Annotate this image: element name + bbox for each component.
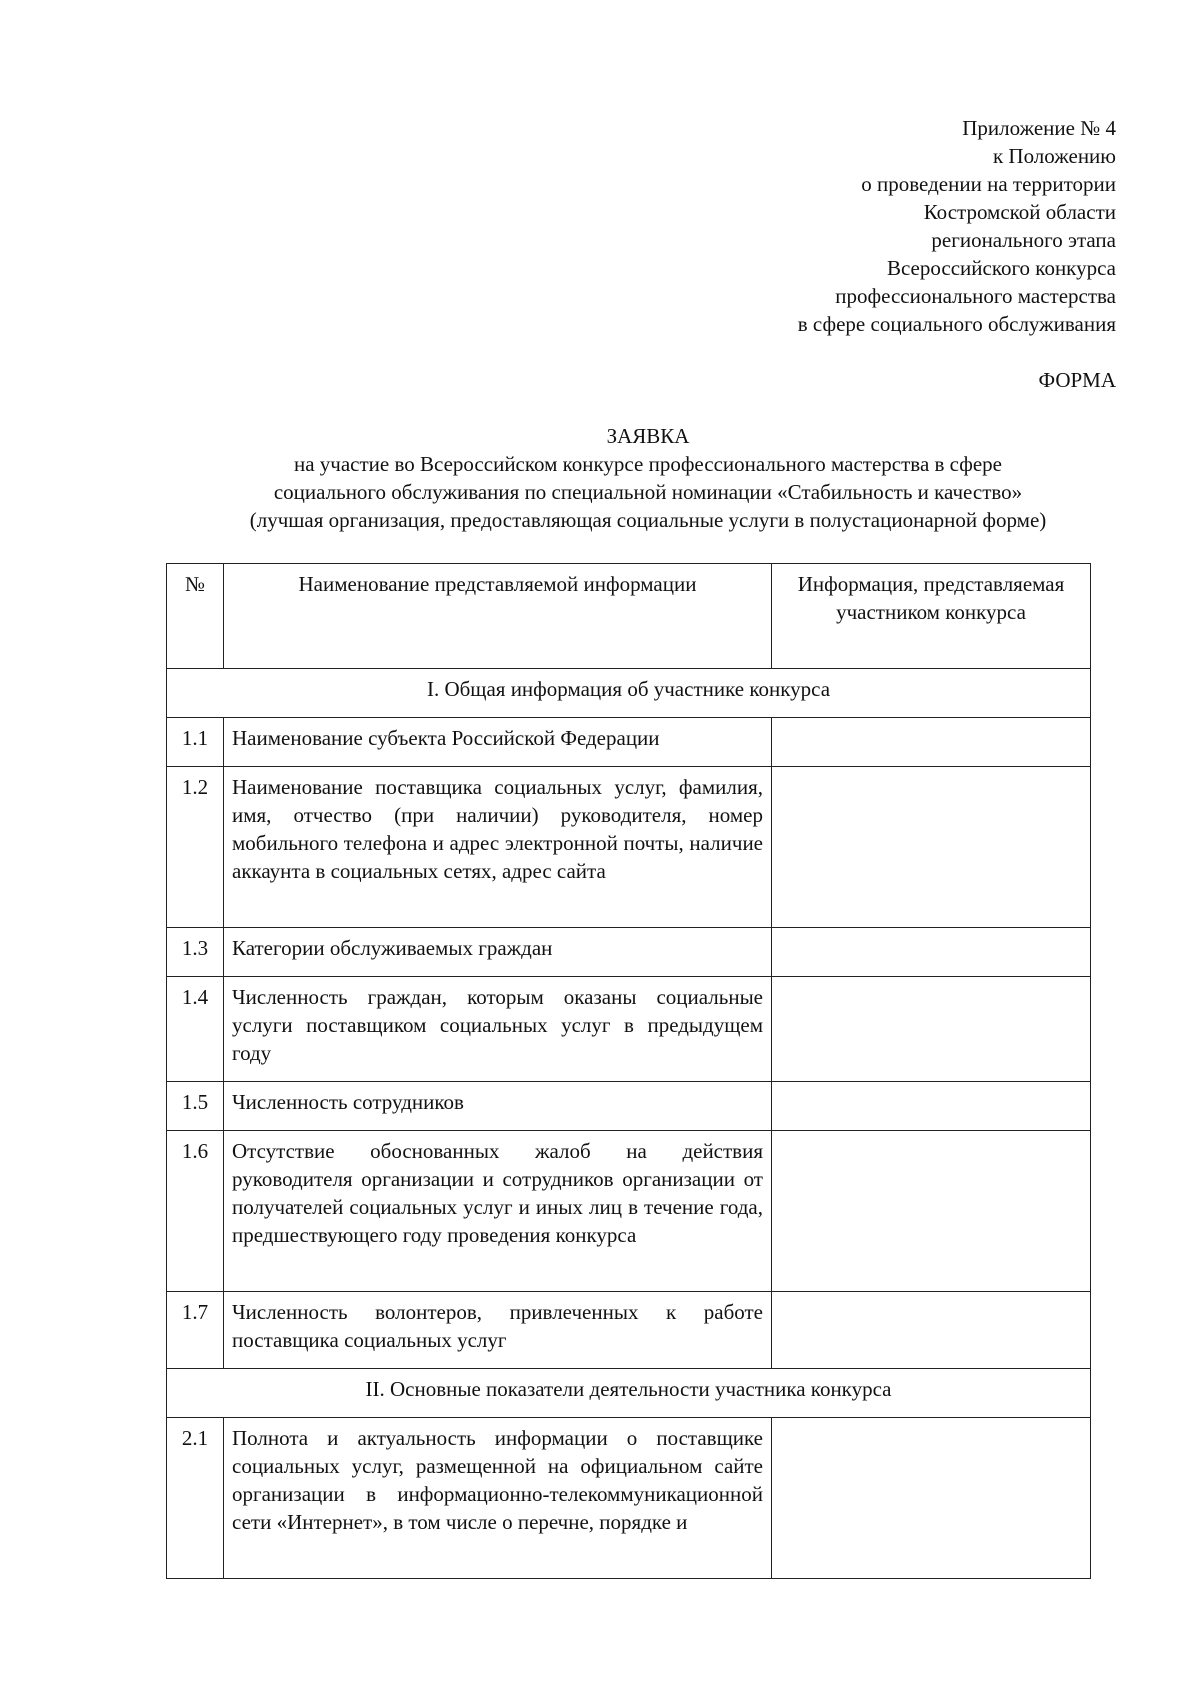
application-form-table (166, 563, 1091, 1579)
appendix-line: в сфере социального обслуживания (797, 312, 1116, 336)
row-value-cell[interactable] (772, 1418, 1091, 1579)
application-title (150, 422, 1146, 534)
title-line: социального обслуживания по специальной номинации «Стабильность и качество» (273, 480, 1023, 504)
table-row (167, 1131, 1091, 1292)
table-row (167, 767, 1091, 928)
row-number: 1.1 (167, 718, 224, 767)
appendix-line: Костромской области (923, 200, 1116, 224)
row-value-cell[interactable] (772, 718, 1091, 767)
header-info: Информация, представляемая участником конкурса (772, 564, 1091, 669)
row-name: Полнота и актуальность информации о поставщике социальных услуг, размещенной на официальном сайте организации в информационно-телекоммуникационной сети «Интернет», в том числе о перечне, порядке и (224, 1418, 772, 1579)
section-row (167, 669, 1091, 718)
appendix-line: профессионального мастерства (835, 284, 1116, 308)
row-number: 2.1 (167, 1418, 224, 1579)
table-row (167, 928, 1091, 977)
row-number: 1.7 (167, 1292, 224, 1369)
table-row (167, 1082, 1091, 1131)
row-number: 1.4 (167, 977, 224, 1082)
appendix-line: регионального этапа (931, 228, 1116, 252)
table-row (167, 718, 1091, 767)
row-number: 1.3 (167, 928, 224, 977)
table-header-row (167, 564, 1091, 669)
appendix-header (798, 114, 1116, 338)
table-row (167, 977, 1091, 1082)
header-name: Наименование представляемой информации (224, 564, 772, 669)
title-line: (лучшая организация, предоставляющая социальные услуги в полустационарной форме) (249, 508, 1047, 532)
row-value-cell[interactable] (772, 1292, 1091, 1369)
row-number: 1.6 (167, 1131, 224, 1292)
row-value-cell[interactable] (772, 767, 1091, 928)
table-row (167, 1418, 1091, 1579)
row-value-cell[interactable] (772, 1082, 1091, 1131)
section-title-1: I. Общая информация об участнике конкурса (167, 669, 1091, 718)
row-value-cell[interactable] (772, 928, 1091, 977)
row-name: Наименование субъекта Российской Федерации (224, 718, 772, 767)
row-name: Численность граждан, которым оказаны социальные услуги поставщиком социальных услуг в предыдущем году (224, 977, 772, 1082)
title-heading: ЗАЯВКА (606, 424, 690, 448)
row-number: 1.2 (167, 767, 224, 928)
appendix-line: Всероссийского конкурса (886, 256, 1116, 280)
table-row (167, 1292, 1091, 1369)
row-name: Наименование поставщика социальных услуг, фамилия, имя, отчество (при наличии) руководителя, номер мобильного телефона и адрес электронной почты, наличие аккаунта в социальных сетях, адрес сайта (224, 767, 772, 928)
row-name: Численность волонтеров, привлеченных к работе поставщика социальных услуг (224, 1292, 772, 1369)
row-value-cell[interactable] (772, 977, 1091, 1082)
appendix-line: о проведении на территории (861, 172, 1116, 196)
row-value-cell[interactable] (772, 1131, 1091, 1292)
row-name: Категории обслуживаемых граждан (224, 928, 772, 977)
row-number: 1.5 (167, 1082, 224, 1131)
section-row (167, 1369, 1091, 1418)
row-name: Отсутствие обоснованных жалоб на действия руководителя организации и сотрудников организации от получателей социальных услуг и иных лиц в течение года, предшествующего году проведения конкурса (224, 1131, 772, 1292)
header-num: № (167, 564, 224, 669)
section-title-2: II. Основные показатели деятельности участника конкурса (167, 1369, 1091, 1418)
forma-label: ФОРМА (1038, 368, 1116, 392)
title-line: на участие во Всероссийском конкурсе профессионального мастерства в сфере (293, 452, 1003, 476)
appendix-line: к Положению (992, 144, 1116, 168)
appendix-line: Приложение № 4 (962, 116, 1116, 140)
row-name: Численность сотрудников (224, 1082, 772, 1131)
